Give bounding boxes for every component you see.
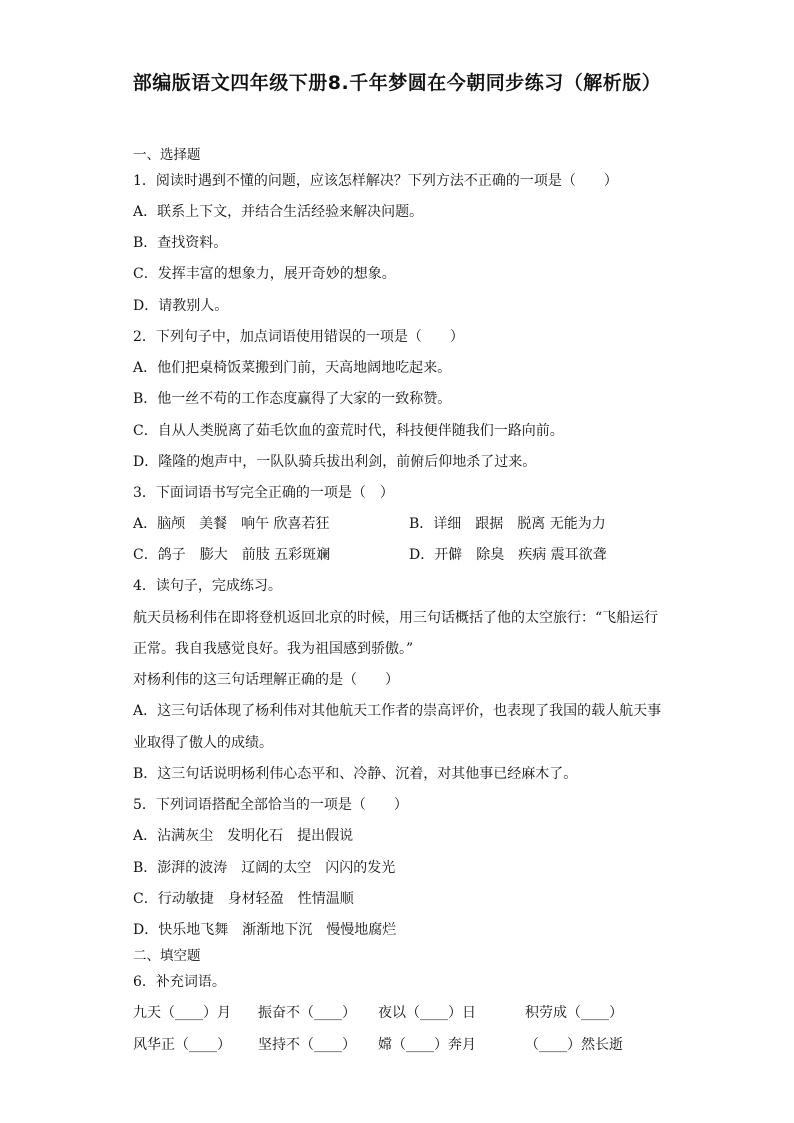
fill-blank-7: 嫦（____）奔月	[378, 1037, 476, 1053]
fill-blank-6: 坚持不（____）	[258, 1037, 356, 1053]
question-2-option-d: D．隆隆的炮声中，一队队骑兵拔出利剑，前俯后仰地杀了过来。	[133, 454, 537, 470]
section-heading-choice: 一、选择题	[133, 147, 201, 163]
question-4-option-b: B．这三句话说明杨利伟心态平和、冷静、沉着，对其他事已经麻木了。	[133, 766, 578, 782]
question-4-ask: 对杨利伟的这三句话理解正确的是（ ）	[133, 672, 399, 688]
question-1-option-c: C．发挥丰富的想象力，展开奇妙的想象。	[133, 266, 396, 282]
question-6-stem: 6．补充词语。	[133, 974, 226, 990]
question-2-stem: 2．下列句子中，加点词语使用错误的一项是（ ）	[133, 329, 464, 345]
question-1-stem: 1．阅读时遇到不懂的问题，应该怎样解决？下列方法不正确的一项是（ ）	[133, 173, 618, 189]
document-title: 部编版语文四年级下册8.千年梦圆在今朝同步练习（解析版）	[132, 72, 662, 94]
question-4-stem: 4．读句子，完成练习。	[133, 578, 282, 594]
question-2-option-c: C．自从人类脱离了茹毛饮血的蛮荒时代，科技便伴随我们一路向前。	[133, 423, 564, 439]
question-4-option-a-line-1: A．这三句话体现了杨利伟对其他航天工作者的崇高评价，也表现了我国的载人航天事	[133, 703, 662, 719]
question-2-option-b: B．他一丝不苟的工作态度赢得了大家的一致称赞。	[133, 391, 452, 407]
question-3-options-row-1	[133, 514, 606, 534]
question-3-option-a: A．脑颅 美餐 响午 欣喜若狂	[133, 516, 330, 532]
question-3-option-d: D．开僻 除臭 疾病 震耳欲聋	[409, 547, 607, 563]
section-heading-fill: 二、填空题	[133, 948, 201, 964]
question-1-option-d: D．请教别人。	[133, 298, 229, 314]
question-3-options-row-2	[133, 545, 607, 565]
question-1-option-a: A．联系上下文，并结合生活经验来解决问题。	[133, 204, 424, 220]
fill-blank-3: 夜以（____）日	[378, 1005, 476, 1021]
question-5-option-d: D．快乐地飞舞 渐渐地下沉 慢慢地腐烂	[133, 922, 397, 938]
question-5-option-b: B．澎湃的波涛 辽阔的太空 闪闪的发光	[133, 860, 396, 876]
question-1-option-b: B．查找资料。	[133, 235, 228, 251]
question-5-option-a: A．沾满灰尘 发明化石 提出假说	[133, 828, 354, 844]
fill-blank-4: 积劳成（____）	[525, 1005, 623, 1021]
question-5-option-c: C．行动敏捷 身材轻盈 性情温顺	[133, 891, 354, 907]
question-2-option-a: A．他们把桌椅饭菜搬到门前，天高地阔地吃起来。	[133, 360, 452, 376]
question-4-passage-line-1: 航天员杨利伟在即将登机返回北京的时候，用三句话概括了他的太空旅行：“飞船运行	[133, 610, 659, 626]
question-5-stem: 5．下列词语搭配全部恰当的一项是（ ）	[133, 797, 408, 813]
question-3-option-c: C．鸽子 膨大 前肢 五彩斑斓	[133, 547, 331, 563]
fill-blank-1: 九天（____）月	[133, 1005, 231, 1021]
fill-blank-2: 振奋不（____）	[258, 1005, 356, 1021]
question-3-stem: 3．下面词语书写完全正确的一项是（ ）	[133, 485, 394, 501]
question-4-passage-line-2: 正常。我自我感觉良好。我为祖国感到骄傲。”	[133, 641, 414, 657]
question-4-option-a-line-2: 业取得了傲人的成绩。	[133, 735, 273, 751]
fill-blank-8: （____）然长逝	[525, 1037, 623, 1053]
question-3-option-b: B．详细 跟据 脱离 无能为力	[409, 516, 606, 532]
fill-blank-5: 风华正（____）	[133, 1037, 231, 1053]
